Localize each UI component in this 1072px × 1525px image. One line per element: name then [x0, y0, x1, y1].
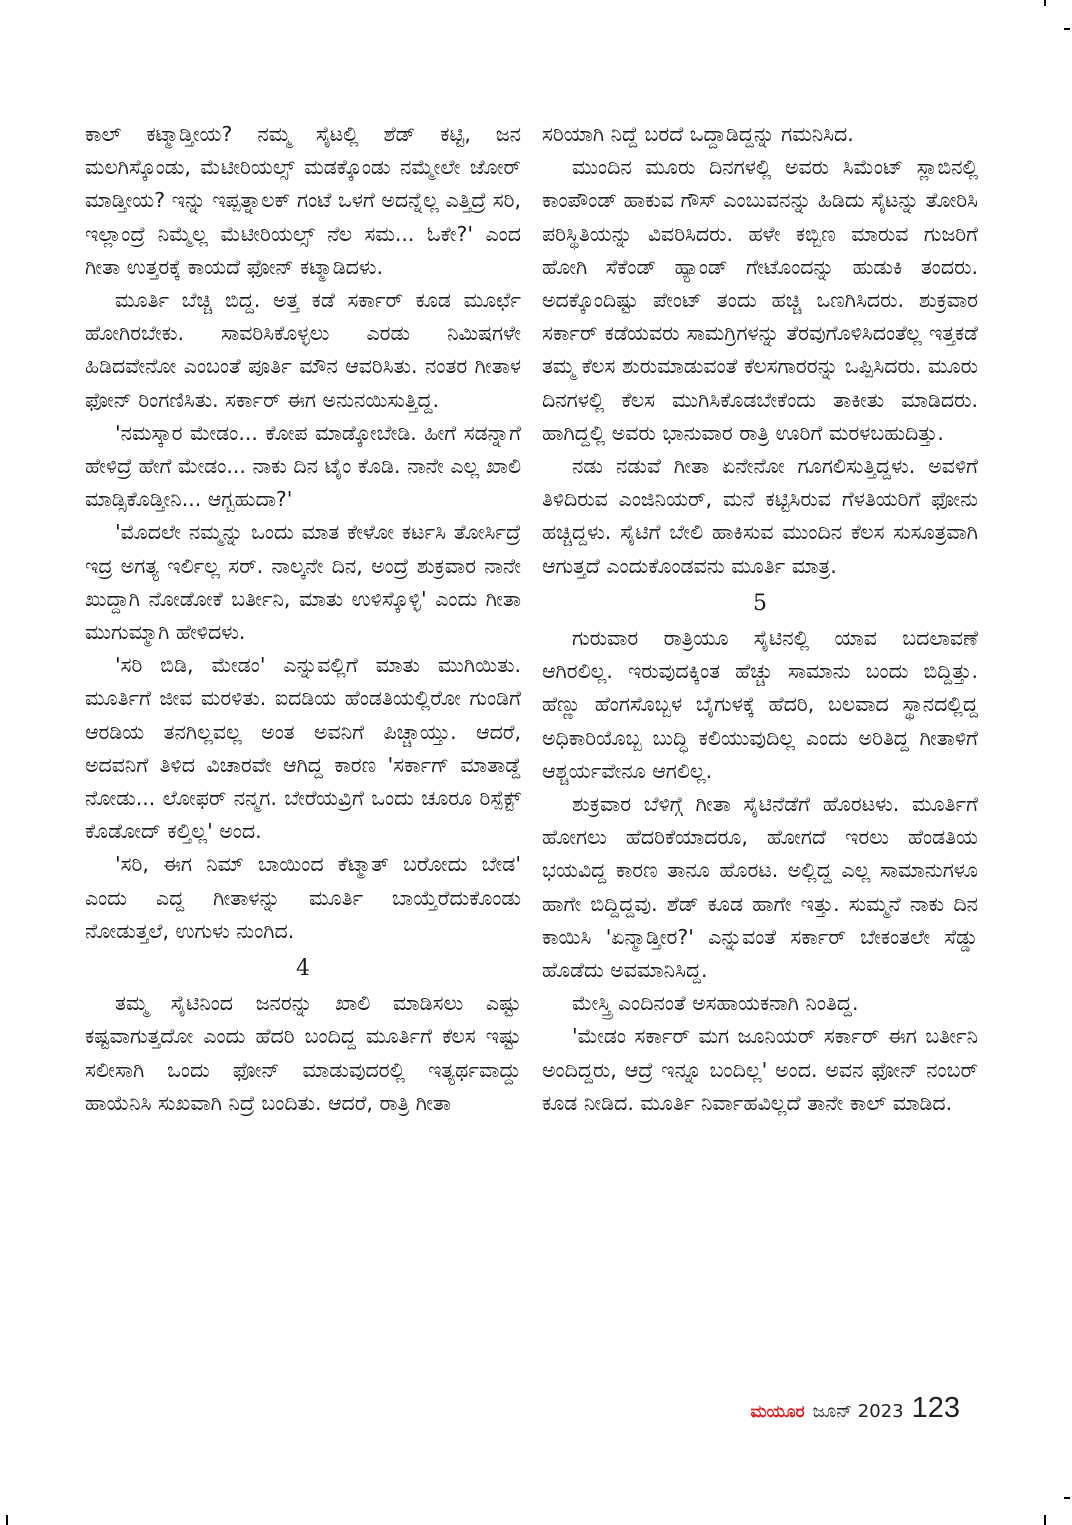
paragraph: ಕಾಲ್ ಕಟ್ಮಾಡ್ತೀಯ? ನಮ್ಮ ಸೈಟಲ್ಲಿ ಶೆಡ್ ಕಟ್ಟಿ, ಜನ ಮಲಗಿಸ್ಕೊಂಡು, ಮೆಟೀರಿಯಲ್ಸ್ ಮಡಕ್ಕೊಂಡು ನಮ್ಮೇಲೇ ಜೋರ್ ಮಾಡ್ತೀಯ? ಇನ್ನು ಇಪ್ಪತ್ನಾಲಕ್ ಗಂಟೆ ಒಳಗೆ ಅದನ್ನೆಲ್ಲ ಎತ್ತಿದ್ರೆ ಸರಿ, ಇಲ್ಲಾಂದ್ರೆ ನಿಮ್ಮೆಲ್ಲ ಮೆಟೀರಿಯಲ್ಸ್ ನೆಲ ಸಮ... ಓಕೇ?' ಎಂದ ಗೀತಾ ಉತ್ತರಕ್ಕೆ ಕಾಯದೆ ಫೋನ್ ಕಟ್ಮಾಡಿದಳು.	[85, 122, 521, 279]
paragraph: 'ಮೇಡಂ ಸರ್ಕಾರ್ ಮಗ ಜೂನಿಯರ್ ಸರ್ಕಾರ್ ಈಗ ಬರ್ತೀನಿ ಅಂದಿದ್ದರು, ಆದ್ರೆ ಇನ್ನೂ ಬಂದಿಲ್ಲ' ಅಂದ. ಅವನ ಫೋನ್ ನಂಬರ್ ಕೂಡ ನೀಡಿದ. ಮೂರ್ತಿ ನಿರ್ವಾಹವಿಲ್ಲದೆ ತಾನೇ ಕಾಲ್ ಮಾಡಿದ.	[542, 1024, 978, 1115]
paragraph: ನಡು ನಡುವೆ ಗೀತಾ ಏನೇನೋ ಗೂಗಲಿಸುತ್ತಿದ್ದಳು. ಅವಳಿಗೆ ತಿಳಿದಿರುವ ಎಂಜಿನಿಯರ್, ಮನೆ ಕಟ್ಟಿಸಿರುವ ಗೆಳತಿಯರಿಗೆ ಫೋನು ಹಚ್ಚಿದ್ದಳು. ಸೈಟಿಗೆ ಬೇಲಿ ಹಾಕಿಸುವ ಮುಂದಿನ ಕೆಲಸ ಸುಸೂತ್ರವಾಗಿ ಆಗುತ್ತದೆ ಎಂದುಕೊಂಡವನು ಮೂರ್ತಿ ಮಾತ್ರ.	[542, 454, 978, 578]
section-number: 5	[753, 590, 767, 616]
section-number: 4	[296, 956, 310, 982]
paragraph: 'ಸರಿ ಬಿಡಿ, ಮೇಡಂ' ಎನ್ನುವಲ್ಲಿಗೆ ಮಾತು ಮುಗಿಯಿತು. ಮೂರ್ತಿಗೆ ಜೀವ ಮರಳಿತು. ಐದಡಿಯ ಹೆಂಡತಿಯಲ್ಲಿರೋ ಗುಂಡಿಗೆ ಆರಡಿಯ ತನಗಿಲ್ಲವಲ್ಲ ಅಂತ ಅವನಿಗೆ ಪಿಚ್ಚಾಯ್ತು. ಆದರೆ, ಅದವನಿಗೆ ತಿಳಿದ ವಿಚಾರವೇ ಆಗಿದ್ದ ಕಾರಣ 'ಸರ್ಕಾಗ್ ಮಾತಾಡ್ದೆ ನೋಡು... ಲೋಫರ್ ನನ್ಮಗ. ಬೇರೆಯವ್ರಿಗೆ ಒಂದು ಚೂರೂ ರಿಸ್ಪೆಕ್ಟ್ ಕೊಡೋದ್ ಕಲ್ತಿಲ್ಲ' ಅಂದ.	[85, 653, 521, 844]
crop-mark-bottom-right	[1044, 1515, 1046, 1525]
page-number: 123	[911, 1392, 960, 1424]
magazine-logo: ಮಯೂರ	[750, 1402, 805, 1422]
paragraph: 'ಸರಿ, ಈಗ ನಿಮ್ ಬಾಯಿಂದ ಕೆಟ್ಮಾತ್ ಬರೋದು ಬೇಡ' ಎಂದು ಎದ್ದ ಗೀತಾಳನ್ನು ಮೂರ್ತಿ ಬಾಯ್ತೆರೆದುಕೊಂಡು ನೋಡುತ್ತಲೆ, ಉಗುಳು ನುಂಗಿದ.	[85, 852, 521, 943]
page-footer	[750, 1392, 960, 1425]
crop-mark-right-upper	[1064, 28, 1070, 30]
paragraph: ಗುರುವಾರ ರಾತ್ರಿಯೂ ಸೈಟಿನಲ್ಲಿ ಯಾವ ಬದಲಾವಣೆ ಆಗಿರಲಿಲ್ಲ. ಇರುವುದಕ್ಕಿಂತ ಹೆಚ್ಚು ಸಾಮಾನು ಬಂದು ಬಿದ್ದಿತ್ತು. ಹೆಣ್ಣು ಹೆಂಗಸೊಬ್ಬಳ ಬೈಗುಳಕ್ಕೆ ಹೆದರಿ, ಬಲವಾದ ಸ್ಥಾನದಲ್ಲಿದ್ದ ಅಧಿಕಾರಿಯೊಬ್ಬ ಬುದ್ಧಿ ಕಲಿಯುವುದಿಲ್ಲ ಎಂದು ಅರಿತಿದ್ದ ಗೀತಾಳಿಗೆ ಆಶ್ಚರ್ಯವೇನೂ ಆಗಲಿಲ್ಲ.	[542, 626, 978, 783]
crop-mark-top-right	[1044, 0, 1046, 6]
paragraph: ತಮ್ಮ ಸೈಟಿನಿಂದ ಜನರನ್ನು ಖಾಲಿ ಮಾಡಿಸಲು ಎಷ್ಟು ಕಷ್ಟವಾಗುತ್ತದೋ ಎಂದು ಹೆದರಿ ಬಂದಿದ್ದ ಮೂರ್ತಿಗೆ ಕೆಲಸ ಇಷ್ಟು ಸಲೀಸಾಗಿ ಒಂದು ಫೋನ್ ಮಾಡುವುದರಲ್ಲಿ ಇತ್ಯರ್ಥವಾದ್ದು ಹಾಯೆನಿಸಿ ಸುಖವಾಗಿ ನಿದ್ರೆ ಬಂದಿತು. ಆದರೆ, ರಾತ್ರಿ ಗೀತಾ	[85, 991, 521, 1115]
paragraph: ಮೇಸ್ತ್ರಿ ಎಂದಿನಂತೆ ಅಸಹಾಯಕನಾಗಿ ನಿಂತಿದ್ದ.	[572, 991, 859, 1016]
crop-mark-bottom-left	[6, 1515, 8, 1525]
paragraph: ಶುಕ್ರವಾರ ಬೆಳಿಗ್ಗೆ ಗೀತಾ ಸೈಟಿನೆಡೆಗೆ ಹೊರಟಳು. ಮೂರ್ತಿಗೆ ಹೋಗಲು ಹೆದರಿಕೆಯಾದರೂ, ಹೋಗದೆ ಇರಲು ಹೆಂಡತಿಯ ಭಯವಿದ್ದ ಕಾರಣ ತಾನೂ ಹೊರಟ. ಅಲ್ಲಿದ್ದ ಎಲ್ಲ ಸಾಮಾನುಗಳೂ ಹಾಗೇ ಬಿದ್ದಿದ್ದವು. ಶೆಡ್ ಕೂಡ ಹಾಗೇ ಇತ್ತು. ಸುಮ್ಮನೆ ನಾಕು ದಿನ ಕಾಯಿಸಿ 'ಏನ್ಮಾಡ್ತೀರ?' ಎನ್ನುವಂತೆ ಸರ್ಕಾರ್ ಬೇಕಂತಲೇ ಸೆಡ್ಡು ಹೊಡೆದು ಅವಮಾನಿಸಿದ್ದ.	[542, 792, 978, 983]
right-column	[542, 118, 978, 1120]
paragraph: 'ಮೊದಲೇ ನಮ್ಮನ್ನು ಒಂದು ಮಾತ ಕೇಳೋ ಕರ್ಟಸಿ ತೋರ್ಸಿದ್ರೆ ಇದ್ರ ಅಗತ್ಯ ಇರ್ಲಿಲ್ಲ ಸರ್. ನಾಲ್ಕನೇ ದಿನ, ಅಂದ್ರೆ ಶುಕ್ರವಾರ ನಾನೇ ಖುದ್ದಾಗಿ ನೋಡೋಕೆ ಬರ್ತೀನಿ, ಮಾತು ಉಳಿಸ್ಕೊಳ್ಳಿ' ಎಂದು ಗೀತಾ ಮುಗುಮ್ಮಾಗಿ ಹೇಳಿದಳು.	[85, 520, 521, 645]
paragraph: ಮುಂದಿನ ಮೂರು ದಿನಗಳಲ್ಲಿ ಅವರು ಸಿಮೆಂಟ್ ಸ್ಲಾಬಿನಲ್ಲಿ ಕಾಂಪೌಂಡ್ ಹಾಕುವ ಗೌಸ್ ಎಂಬುವನನ್ನು ಹಿಡಿದು ಸೈಟನ್ನು ತೋರಿಸಿ ಪರಿಸ್ಥಿತಿಯನ್ನು ವಿವರಿಸಿದರು. ಹಳೇ ಕಬ್ಬಿಣ ಮಾರುವ ಗುಜರಿಗೆ ಹೋಗಿ ಸೆಕೆಂಡ್ ಹ್ಯಾಂಡ್ ಗೇಟೊಂದನ್ನು ಹುಡುಕಿ ತಂದರು. ಅದಕ್ಕೊಂದಿಷ್ಟು ಪೇಂಟ್ ತಂದು ಹಚ್ಚಿ ಒಣಗಿಸಿದರು. ಶುಕ್ರವಾರ ಸರ್ಕಾರ್ ಕಡೆಯವರು ಸಾಮಗ್ರಿಗಳನ್ನು ತೆರವುಗೊಳಿಸಿದಂತೆಲ್ಲ ಇತ್ತಕಡೆ ತಮ್ಮ ಕೆಲಸ ಶುರುಮಾಡುವಂತೆ ಕೆಲಸಗಾರರನ್ನು ಒಪ್ಪಿಸಿದರು. ಮೂರು ದಿನಗಳಲ್ಲಿ ಕೆಲಸ ಮುಗಿಸಿಕೊಡಬೇಕೆಂದು ತಾಕೀತು ಮಾಡಿದರು. ಹಾಗಿದ್ದಲ್ಲಿ ಅವರು ಭಾನುವಾರ ರಾತ್ರಿ ಊರಿಗೆ ಮರಳಬಹುದಿತ್ತು.	[542, 155, 978, 445]
paragraph: ಮೂರ್ತಿ ಬೆಚ್ಚಿ ಬಿದ್ದ. ಅತ್ತ ಕಡೆ ಸರ್ಕಾರ್ ಕೂಡ ಮೂರ್ಛೆ ಹೋಗಿರಬೇಕು. ಸಾವರಿಸಿಕೊಳ್ಳಲು ಎರಡು ನಿಮಿಷಗಳೇ ಹಿಡಿದವೇನೋ ಎಂಬಂತೆ ಪೂರ್ತಿ ಮೌನ ಆವರಿಸಿತು. ನಂತರ ಗೀತಾಳ ಫೋನ್ ರಿಂಗಣಿಸಿತು. ಸರ್ಕಾರ್ ಈಗ ಅನುನಯಿಸುತ್ತಿದ್ದ.	[85, 288, 521, 412]
paragraph: 'ನಮಸ್ಕಾರ ಮೇಡಂ... ಕೋಪ ಮಾಡ್ಕೋಬೇಡಿ. ಹೀಗೆ ಸಡನ್ನಾಗೆ ಹೇಳಿದ್ರೆ ಹೇಗೆ ಮೇಡಂ... ನಾಕು ದಿನ ಟೈಂ ಕೊಡಿ. ನಾನೇ ಎಲ್ಲ ಖಾಲಿ ಮಾಡ್ಸಿಕೊಡ್ತೀನಿ... ಆಗ್ಬಹುದಾ?'	[85, 420, 521, 512]
issue-date: ಜೂನ್ 2023	[812, 1401, 904, 1422]
paragraph: ಸರಿಯಾಗಿ ನಿದ್ದೆ ಬರದೆ ಒದ್ದಾಡಿದ್ದನ್ನು ಗಮನಿಸಿದ.	[542, 122, 854, 146]
crop-mark-right-lower	[1064, 1497, 1070, 1499]
left-column	[85, 118, 521, 1120]
